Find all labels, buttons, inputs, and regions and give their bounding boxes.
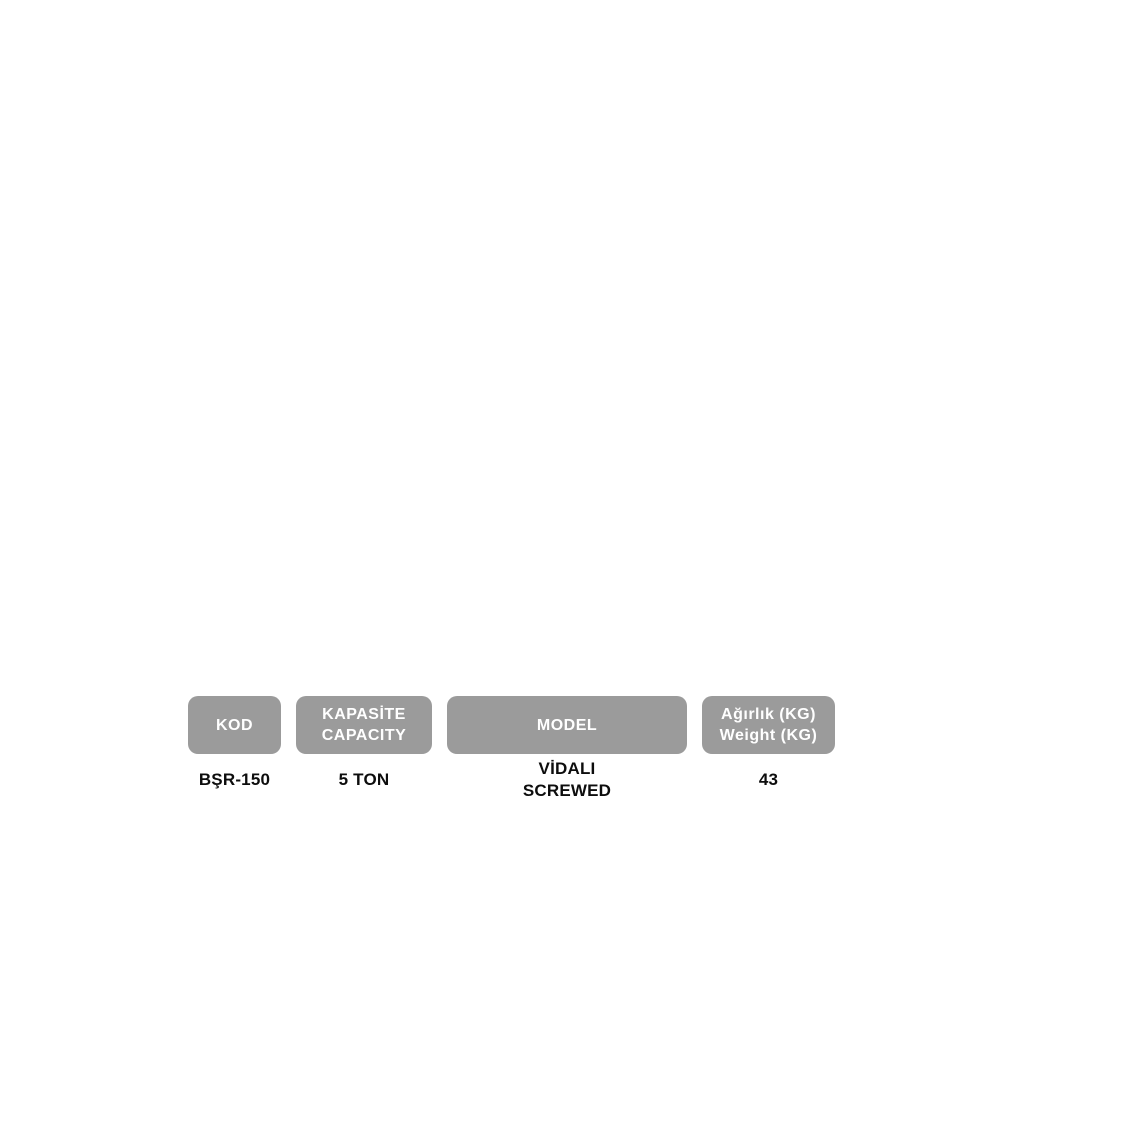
value-line: BŞR-150 [198,770,271,789]
header-line: CAPACITY [321,727,407,744]
value-line: VİDALI [538,759,596,778]
header-line: KAPASİTE [322,706,406,723]
value-model [447,757,687,803]
header-line: Weight (KG) [719,727,818,744]
value-line: SCREWED [522,781,612,800]
value-kod [188,757,281,803]
value-capacity [296,757,432,803]
column-header-capacity [296,696,432,754]
column-header-kod [188,696,281,754]
column-header-model [447,696,687,754]
product-spec-table [188,696,835,803]
column-header-weight [702,696,835,754]
header-line: KOD [215,716,254,734]
value-weight [702,757,835,803]
header-line: Ağırlık (KG) [721,706,816,723]
value-line: 5 TON [338,770,390,789]
header-line: MODEL [536,716,598,734]
value-line: 43 [758,770,779,789]
